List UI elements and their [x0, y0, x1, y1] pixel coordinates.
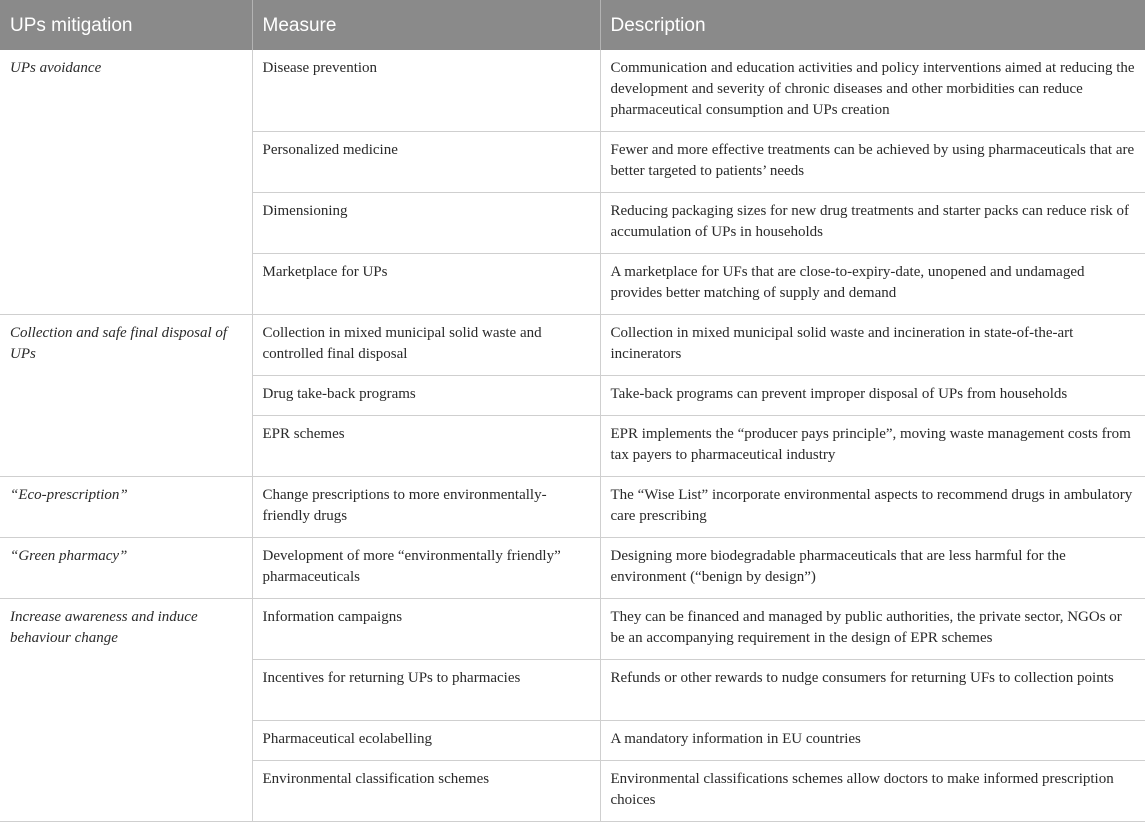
measure-cell: Environmental classification schemes: [252, 761, 600, 822]
category-cell: “Green pharmacy”: [0, 538, 252, 599]
description-cell: Environmental classifications schemes allow doctors to make informed prescription choices: [600, 761, 1145, 822]
description-cell: Fewer and more effective treatments can be achieved by using pharmaceuticals that are better targeted to patients’ needs: [600, 132, 1145, 193]
measure-cell: Dimensioning: [252, 193, 600, 254]
measure-cell: Change prescriptions to more environmentally-friendly drugs: [252, 477, 600, 538]
description-cell: Collection in mixed municipal solid waste and incineration in state-of-the-art incinerators: [600, 315, 1145, 376]
category-cell: “Eco-prescription”: [0, 477, 252, 538]
measure-cell: Personalized medicine: [252, 132, 600, 193]
table-row: [0, 477, 1145, 538]
header-description: Description: [600, 0, 1145, 50]
category-cell: UPs avoidance: [0, 50, 252, 315]
header-measure: Measure: [252, 0, 600, 50]
table-row: [0, 538, 1145, 599]
description-cell: They can be financed and managed by public authorities, the private sector, NGOs or be an accompanying requirement in the design of EPR schemes: [600, 599, 1145, 660]
table-header-row: [0, 0, 1145, 50]
description-cell: Designing more biodegradable pharmaceuticals that are less harmful for the environment (“benign by design”): [600, 538, 1145, 599]
description-cell: Communication and education activities and policy interventions aimed at reducing the development and severity of chronic diseases and other morbidities can reduce pharmaceutical consumption and UPs creation: [600, 50, 1145, 132]
description-cell: Reducing packaging sizes for new drug treatments and starter packs can reduce risk of accumulation of UPs in households: [600, 193, 1145, 254]
description-cell: The “Wise List” incorporate environmental aspects to recommend drugs in ambulatory care prescribing: [600, 477, 1145, 538]
measure-cell: EPR schemes: [252, 416, 600, 477]
measure-cell: Collection in mixed municipal solid waste and controlled final disposal: [252, 315, 600, 376]
description-cell: A marketplace for UFs that are close-to-expiry-date, unopened and undamaged provides better matching of supply and demand: [600, 254, 1145, 315]
header-ups-mitigation: UPs mitigation: [0, 0, 252, 50]
measure-cell: Marketplace for UPs: [252, 254, 600, 315]
measure-cell: Pharmaceutical ecolabelling: [252, 721, 600, 761]
measure-cell: Incentives for returning UPs to pharmacies: [252, 660, 600, 721]
description-cell: Refunds or other rewards to nudge consumers for returning UFs to collection points: [600, 660, 1145, 721]
category-cell: Increase awareness and induce behaviour change: [0, 599, 252, 822]
description-cell: EPR implements the “producer pays principle”, moving waste management costs from tax payers to pharmaceutical industry: [600, 416, 1145, 477]
table-row: [0, 599, 1145, 660]
table-row: [0, 315, 1145, 376]
measure-cell: Development of more “environmentally friendly” pharmaceuticals: [252, 538, 600, 599]
category-cell: Collection and safe final disposal of UPs: [0, 315, 252, 477]
measure-cell: Information campaigns: [252, 599, 600, 660]
description-cell: A mandatory information in EU countries: [600, 721, 1145, 761]
description-cell: Take-back programs can prevent improper disposal of UPs from households: [600, 376, 1145, 416]
measure-cell: Disease prevention: [252, 50, 600, 132]
measure-cell: Drug take-back programs: [252, 376, 600, 416]
table-row: [0, 50, 1145, 132]
